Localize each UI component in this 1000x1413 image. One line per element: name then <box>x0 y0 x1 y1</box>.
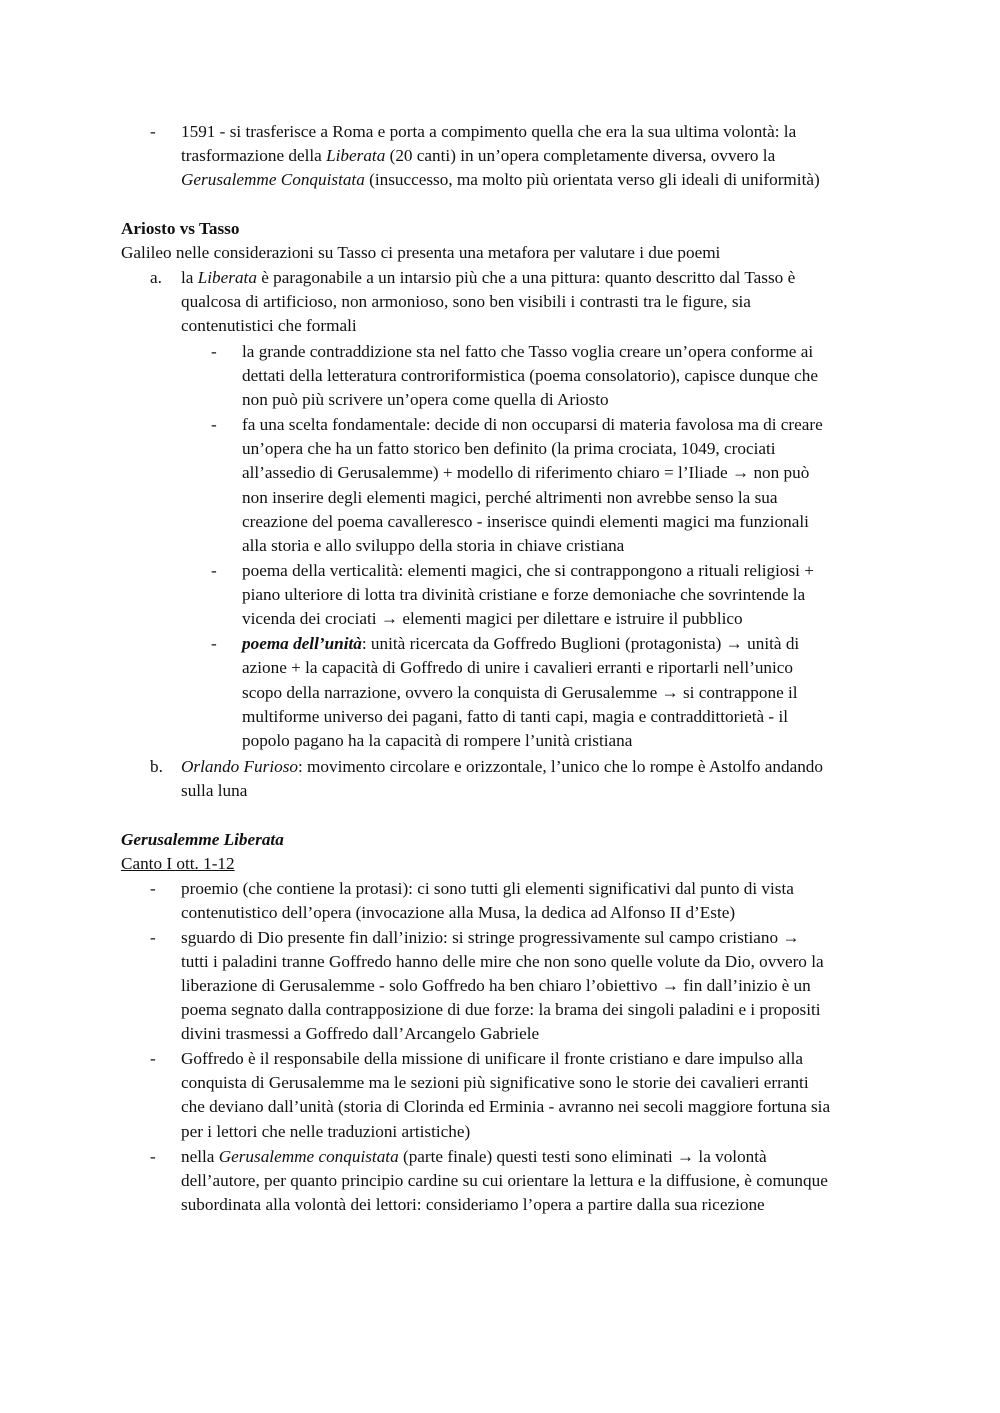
text-line: poema segnato dalla contrapposizione di due forze: la brama dei singoli paladini e i propositi <box>181 1000 821 1019</box>
text-line: sguardo di Dio presente fin dall’inizio: si stringe progressivamente sul campo cristiano → <box>181 928 800 947</box>
text-line: fa una scelta fondamentale: decide di non occuparsi di materia favolosa ma di creare <box>242 415 823 434</box>
text-line: piano ulteriore di lotta tra divinità cristiane e forze demoniache che sovrintende la <box>242 585 806 604</box>
work-title: Liberata <box>326 146 386 165</box>
list-marker: - <box>211 415 217 434</box>
text-line: dell’autore, per quanto principio cardine su cui orientare la lettura e la diffusione, è comunque <box>181 1171 828 1190</box>
text-line: azione + la capacità di Goffredo di unire i cavalieri erranti e riportarli nell’unico <box>242 658 794 677</box>
text-line: multiforme universo dei pagani, fatto di tanti capi, magia e contraddittorietà - il <box>242 707 789 726</box>
text-line: proemio (che contiene la protasi): ci sono tutti gli elementi significativi dal punto di vista <box>181 879 794 898</box>
text-line: 1591 - si trasferisce a Roma e porta a compimento quella che era la sua ultima volontà: la <box>181 122 797 141</box>
text-line: la Liberata è paragonabile a un intarsio più che a una pittura: quanto descritto dal Tasso è <box>181 268 796 287</box>
text-line: divini trasmessi a Goffredo dall’Arcangelo Gabriele <box>181 1024 540 1043</box>
text-line: trasformazione della Liberata (20 canti) in un’opera completamente diversa, ovvero la <box>181 146 776 165</box>
list-marker: - <box>150 1049 156 1068</box>
text-line: nella Gerusalemme conquistata (parte finale) questi testi sono eliminati → la volontà <box>181 1147 767 1166</box>
intro-paragraph: Galileo nelle considerazioni su Tasso ci presenta una metafora per valutare i due poemi <box>121 243 721 262</box>
text-line: non inserire degli elementi magici, perché altrimenti non avrebbe senso la sua <box>242 488 778 507</box>
list-marker: b. <box>150 757 163 776</box>
text-line: creazione del poema cavalleresco - inserisce quindi elementi magici ma funzionali <box>242 512 809 531</box>
text-line: tutti i paladini tranne Goffredo hanno delle mire che non sono quelle volute da Dio, ovvero la <box>181 952 824 971</box>
section-heading: Gerusalemme Liberata <box>121 830 284 849</box>
text-line: popolo pagano ha la capacità di rompere l’unità cristiana <box>242 731 633 750</box>
text-line: contenutistico dell’opera (invocazione alla Musa, la dedica ad Alfonso II d’Este) <box>181 903 736 922</box>
list-marker: - <box>211 634 217 653</box>
list-marker: - <box>211 561 217 580</box>
text-line: per i lettori che nelle traduzioni artistiche) <box>181 1122 471 1141</box>
text-line: scopo della narrazione, ovvero la conquista di Gerusalemme → si contrappone il <box>242 683 798 702</box>
list-marker: - <box>150 122 156 141</box>
list-marker: - <box>211 342 217 361</box>
section-subheading: Canto I ott. 1-12 <box>121 854 235 873</box>
text-line: vicenda dei crociati → elementi magici per dilettare e istruire il pubblico <box>242 609 743 628</box>
list-marker: - <box>150 879 156 898</box>
list-marker: - <box>150 928 156 947</box>
work-title: Gerusalemme conquistata <box>218 1147 399 1166</box>
text-line: qualcosa di artificioso, non armonioso, sono ben visibili i contrasti tra le figure, sia <box>181 292 751 311</box>
work-title: Gerusalemme Conquistata <box>181 170 365 189</box>
text-line: liberazione di Gerusalemme - solo Goffredo ha ben chiaro l’obiettivo → fin dall’inizio è un <box>181 976 811 995</box>
text-line: alla storia e allo sviluppo della storia in chiave cristiana <box>242 536 625 555</box>
list-marker: a. <box>150 268 162 287</box>
text-line: Orlando Furioso: movimento circolare e orizzontale, l’unico che lo rompe è Astolfo andando <box>181 757 823 776</box>
text-line: un’opera che ha un fatto storico ben definito (la prima crociata, 1049, crociati <box>242 439 776 458</box>
text-line: contenutistici che formali <box>181 316 357 335</box>
work-title: Orlando Furioso <box>181 757 298 776</box>
key-term: poema dell’unità <box>242 634 362 653</box>
text-line: Goffredo è il responsabile della missione di unificare il fronte cristiano e dare impulso alla <box>181 1049 804 1068</box>
text-line: Gerusalemme Conquistata (insuccesso, ma molto più orientata verso gli ideali di uniformità) <box>181 170 820 189</box>
text-line: sulla luna <box>181 781 248 800</box>
text-line: poema della verticalità: elementi magici, che si contrappongono a rituali religiosi + <box>242 561 814 580</box>
section-heading: Ariosto vs Tasso <box>121 219 240 238</box>
text-line: che deviano dall’unità (storia di Clorinda ed Erminia - avranno nei secoli maggiore fortuna sia <box>181 1097 831 1116</box>
text-line: dettati della letteratura controriformistica (poema consolatorio), capisce dunque che <box>242 366 819 385</box>
text-line: poema dell’unità: unità ricercata da Goffredo Buglioni (protagonista) → unità di <box>242 634 800 653</box>
list-marker: - <box>150 1147 156 1166</box>
text-line: all’assedio di Gerusalemme) + modello di riferimento chiaro = l’Iliade → non può <box>242 463 810 482</box>
text-line: non può più scrivere un’opera come quella di Ariosto <box>242 390 609 409</box>
text-line: la grande contraddizione sta nel fatto che Tasso voglia creare un’opera conforme ai <box>242 342 814 361</box>
text-line: conquista di Gerusalemme ma le sezioni più significative sono le storie dei cavalieri erranti <box>181 1073 809 1092</box>
work-title: Liberata <box>197 268 257 287</box>
text-line: subordinata alla volontà dei lettori: consideriamo l’opera a partire dalla sua ricezione <box>181 1195 765 1214</box>
